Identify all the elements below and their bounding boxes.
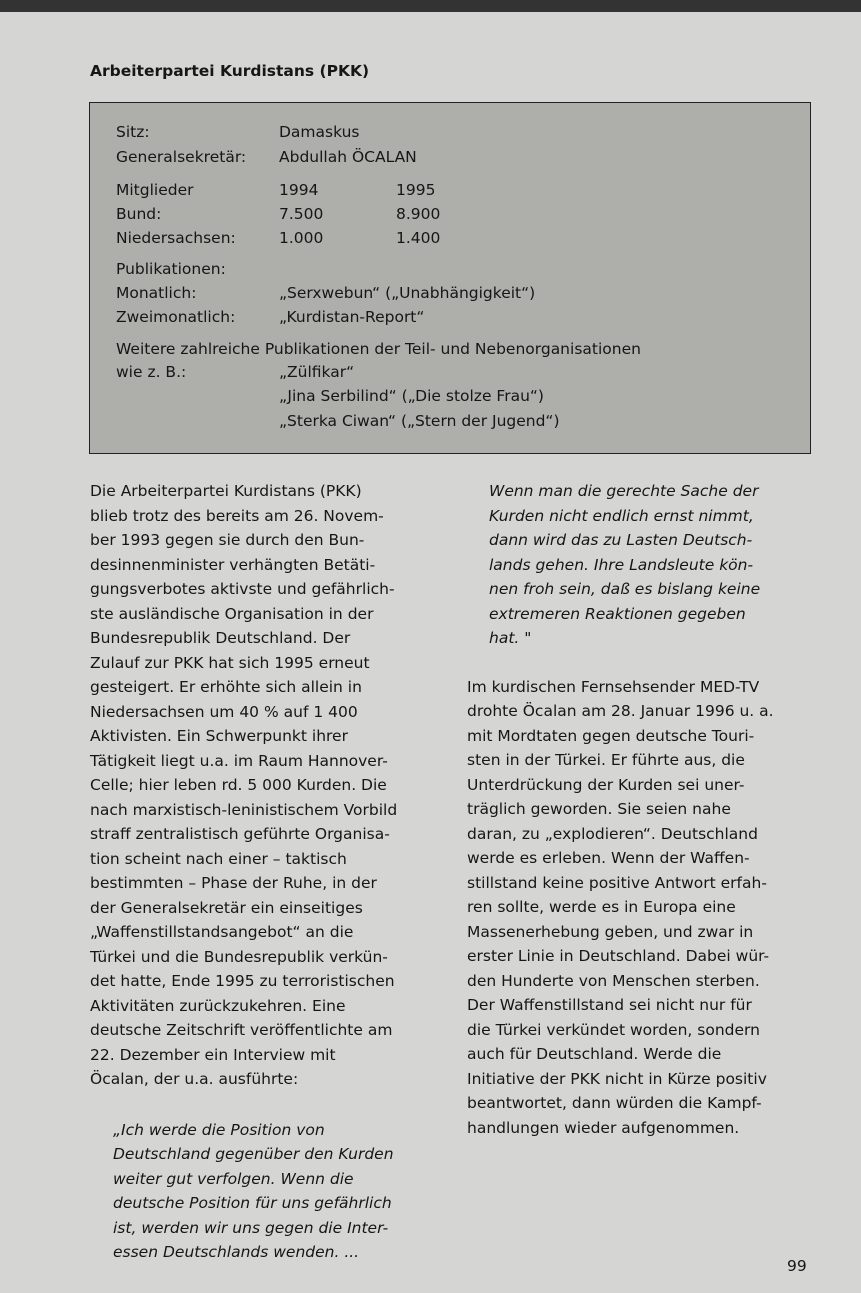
info-year-1995: 1995	[396, 181, 436, 199]
section-heading: Arbeiterpartei Kurdistans (PKK)	[90, 62, 370, 80]
text-line: die Türkei verkündet worden, sondern	[467, 1020, 760, 1039]
info-label: Sitz:	[116, 123, 150, 141]
text-line: sten in der Türkei. Er führte aus, die	[467, 751, 745, 769]
quote-line: Kurden nicht endlich ernst nimmt,	[489, 506, 754, 525]
text-line: Tätigkeit liegt u.a. im Raum Hannover-	[90, 751, 388, 770]
info-value: 1.000	[279, 229, 324, 247]
quote-line: weiter gut verfolgen. Wenn die	[113, 1169, 354, 1188]
quote-line: deutsche Position für uns gefährlich	[113, 1194, 392, 1212]
info-value: 8.900	[396, 205, 441, 223]
text-line: ren sollte, werde es in Europa eine	[467, 898, 736, 916]
left-column	[90, 479, 434, 1265]
interview-quote	[90, 1118, 434, 1265]
text-line: Aktivisten. Ein Schwerpunkt ihrer	[90, 727, 348, 745]
info-year-1994: 1994	[279, 181, 319, 199]
info-value: 7.500	[279, 205, 324, 223]
quote-line: Deutschland gegenüber den Kurden	[113, 1145, 394, 1163]
info-value: „Serxwebun“ („Unabhängigkeit“)	[279, 284, 536, 302]
body-paragraph	[90, 479, 434, 1092]
text-line: Zulauf zur PKK hat sich 1995 erneut	[90, 653, 370, 672]
info-label: Generalsekretär:	[116, 148, 247, 166]
info-label: Publikationen:	[116, 260, 226, 278]
info-value: „Zülfikar“	[279, 363, 355, 381]
text-line: den Hunderte von Menschen sterben.	[467, 971, 760, 990]
text-line: Aktivitäten zurückzukehren. Eine	[90, 996, 346, 1015]
info-label: Niedersachsen:	[116, 229, 236, 247]
info-value: „Kurdistan-Report“	[279, 308, 425, 326]
text-line: drohte Öcalan am 28. Januar 1996 u. a.	[467, 702, 774, 720]
text-line: ste ausländische Organisation in der	[90, 604, 374, 623]
text-line: gungsverbotes aktivste und gefährlich-	[90, 580, 395, 598]
info-value: „Jina Serbilind“ („Die stolze Frau“)	[279, 387, 544, 405]
text-line: Niedersachsen um 40 % auf 1 400	[90, 702, 358, 721]
info-value: 1.400	[396, 229, 441, 247]
text-line: desinnenminister verhängten Betäti-	[90, 555, 376, 574]
text-line: ber 1993 gegen sie durch den Bun-	[90, 531, 365, 549]
info-label: Bund:	[116, 205, 162, 223]
info-label: Weitere zahlreiche Publikationen der Teil- und Nebenorganisationen	[116, 340, 641, 358]
quote-line: lands gehen. Ihre Landsleute kön-	[489, 555, 754, 574]
text-line: Türkei und die Bundesrepublik verkün-	[90, 947, 388, 966]
info-value: Abdullah ÖCALAN	[279, 148, 417, 166]
text-line: Bundesrepublik Deutschland. Der	[90, 629, 351, 647]
quote-line: ist, werden wir uns gegen die Inter-	[113, 1218, 389, 1237]
quote-line: „Ich werde die Position von	[113, 1120, 325, 1139]
text-line: werde es erleben. Wenn der Waffen-	[467, 849, 750, 867]
quote-line: extremeren Reaktionen gegeben	[489, 604, 746, 623]
text-line: Öcalan, der u.a. ausführte:	[90, 1070, 299, 1088]
quote-line: hat. "	[489, 629, 532, 647]
text-line: beantwortet, dann würden die Kampf-	[467, 1094, 762, 1112]
text-line: Celle; hier leben rd. 5 000 Kurden. Die	[90, 776, 387, 794]
quote-line: nen froh sein, daß es bislang keine	[489, 580, 761, 598]
right-column	[467, 479, 811, 1140]
text-line: mit Mordtaten gegen deutsche Touri-	[467, 726, 755, 745]
text-line: auch für Deutschland. Werde die	[467, 1045, 722, 1063]
text-line: Der Waffenstillstand sei nicht nur für	[467, 996, 752, 1014]
text-line: der Generalsekretär ein einseitiges	[90, 898, 363, 917]
text-line: Massenerhebung geben, und zwar in	[467, 922, 754, 941]
text-line: Im kurdischen Fernsehsender MED-TV	[467, 677, 760, 696]
text-line: straff zentralistisch geführte Organisa-	[90, 825, 390, 843]
interview-quote-continued	[467, 479, 811, 651]
quote-line: essen Deutschlands wenden. ...	[113, 1243, 360, 1261]
text-line: deutsche Zeitschrift veröffentlichte am	[90, 1021, 393, 1039]
info-label: Mitglieder	[116, 181, 194, 199]
text-line: Unterdrückung der Kurden sei uner-	[467, 775, 745, 794]
info-value: Damaskus	[279, 123, 360, 141]
info-label: Zweimonatlich:	[116, 308, 236, 326]
text-line: stillstand keine positive Antwort erfah-	[467, 873, 767, 892]
text-line: „Waffenstillstandsangebot“ an die	[90, 923, 354, 941]
pkk-info-box	[89, 102, 811, 454]
text-line: Die Arbeiterpartei Kurdistans (PKK)	[90, 482, 362, 500]
text-line: erster Linie in Deutschland. Dabei wür-	[467, 947, 770, 965]
text-line: tion scheint nach einer – taktisch	[90, 849, 347, 868]
text-line: bestimmten – Phase der Ruhe, in der	[90, 874, 377, 892]
page	[0, 12, 861, 1293]
info-label: Monatlich:	[116, 284, 197, 302]
text-line: daran, zu „explodieren“. Deutschland	[467, 824, 758, 843]
text-line: gesteigert. Er erhöhte sich allein in	[90, 678, 362, 696]
page-number: 99	[787, 1257, 807, 1275]
quote-line: dann wird das zu Lasten Deutsch-	[489, 531, 753, 549]
text-line: handlungen wieder aufgenommen.	[467, 1118, 740, 1137]
text-line: blieb trotz des bereits am 26. Novem-	[90, 506, 384, 525]
quote-line: Wenn man die gerechte Sache der	[489, 482, 759, 500]
text-line: 22. Dezember ein Interview mit	[90, 1045, 336, 1064]
text-line: Initiative der PKK nicht in Kürze positiv	[467, 1069, 767, 1088]
body-paragraph	[467, 675, 811, 1141]
text-line: träglich geworden. Sie seien nahe	[467, 800, 731, 818]
text-line: det hatte, Ende 1995 zu terroristischen	[90, 972, 395, 990]
text-line: nach marxistisch-leninistischem Vorbild	[90, 800, 398, 819]
info-label: wie z. B.:	[116, 363, 187, 381]
info-value: „Sterka Ciwan“ („Stern der Jugend“)	[279, 412, 560, 430]
